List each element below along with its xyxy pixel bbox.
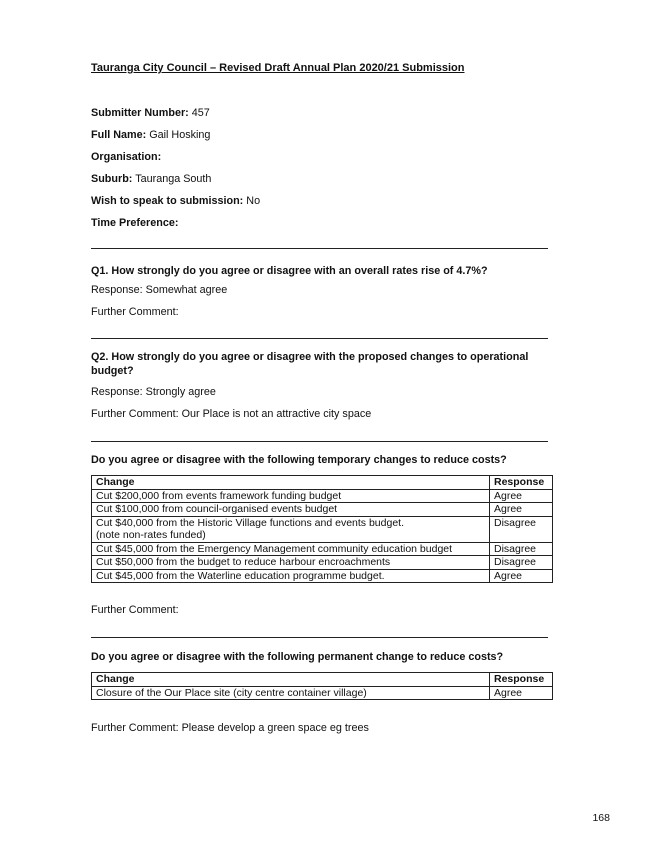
table-header-row xyxy=(92,673,553,687)
table-header-row xyxy=(92,476,553,490)
table-row xyxy=(92,542,553,556)
temporary-comment: Further Comment: xyxy=(91,604,179,616)
permanent-comment: Further Comment: Please develop a green space eg trees xyxy=(91,722,369,734)
q1-response: Response: Somewhat agree xyxy=(91,284,228,296)
change-cell: Closure of the Our Place site (city centre container village) xyxy=(92,686,490,700)
field-value: No xyxy=(246,195,261,207)
time-preference-field xyxy=(91,217,178,229)
permanent-question: Do you agree or disagree with the following permanent change to reduce costs? xyxy=(91,651,504,663)
table-row xyxy=(92,516,553,542)
change-cell: Cut $50,000 from the budget to reduce harbour encroachments xyxy=(92,556,490,570)
response-cell: Agree xyxy=(490,569,553,583)
field-label: Time Preference: xyxy=(91,217,179,229)
field-label: Organisation: xyxy=(91,151,162,163)
column-header-response: Response xyxy=(490,476,553,490)
field-label: Wish to speak to submission: xyxy=(91,195,244,207)
table-row xyxy=(92,686,553,700)
response-cell: Agree xyxy=(490,686,553,700)
temporary-changes-table xyxy=(91,475,553,583)
q1-comment: Further Comment: xyxy=(91,306,179,318)
field-value: Tauranga South xyxy=(135,173,212,185)
field-label: Submitter Number: xyxy=(91,107,189,119)
response-cell: Agree xyxy=(490,489,553,503)
change-cell: Cut $45,000 from the Emergency Management community education budget xyxy=(92,542,490,556)
q2-question: Q2. How strongly do you agree or disagree with the proposed changes to operational budget? xyxy=(91,351,529,377)
change-cell xyxy=(92,516,490,542)
column-header-change: Change xyxy=(92,476,490,490)
table-row xyxy=(92,503,553,517)
speak-field xyxy=(91,195,260,207)
q1-question: Q1. How strongly do you agree or disagree with an overall rates rise of 4.7%? xyxy=(91,265,488,277)
temporary-question: Do you agree or disagree with the following temporary changes to reduce costs? xyxy=(91,454,507,466)
document-title: Tauranga City Council – Revised Draft Annual Plan 2020/21 Submission xyxy=(91,62,465,74)
response-cell: Disagree xyxy=(490,516,553,542)
page-number: 168 xyxy=(592,812,610,824)
response-cell: Agree xyxy=(490,503,553,517)
organisation-field xyxy=(91,151,161,163)
change-cell: Cut $200,000 from events framework funding budget xyxy=(92,489,490,503)
change-note: (note non-rates funded) xyxy=(96,529,206,541)
divider xyxy=(91,441,548,442)
field-label: Full Name: xyxy=(91,129,147,141)
column-header-change: Change xyxy=(92,673,490,687)
submitter-number-field xyxy=(91,107,210,119)
change-cell: Cut $45,000 from the Waterline education programme budget. xyxy=(92,569,490,583)
divider xyxy=(91,637,548,638)
field-label: Suburb: xyxy=(91,173,133,185)
response-cell: Disagree xyxy=(490,556,553,570)
response-cell: Disagree xyxy=(490,542,553,556)
table-row xyxy=(92,569,553,583)
change-cell: Cut $100,000 from council-organised events budget xyxy=(92,503,490,517)
q2-response: Response: Strongly agree xyxy=(91,386,216,398)
table-row xyxy=(92,489,553,503)
divider xyxy=(91,248,548,249)
field-value: Gail Hosking xyxy=(149,129,211,141)
field-value: 457 xyxy=(191,107,210,119)
change-text: Cut $40,000 from the Historic Village functions and events budget. xyxy=(96,516,404,529)
permanent-change-table xyxy=(91,672,553,700)
table-row xyxy=(92,556,553,570)
full-name-field xyxy=(91,129,210,141)
suburb-field xyxy=(91,173,211,185)
q2-comment: Further Comment: Our Place is not an attractive city space xyxy=(91,408,372,420)
column-header-response: Response xyxy=(490,673,553,687)
divider xyxy=(91,338,548,339)
